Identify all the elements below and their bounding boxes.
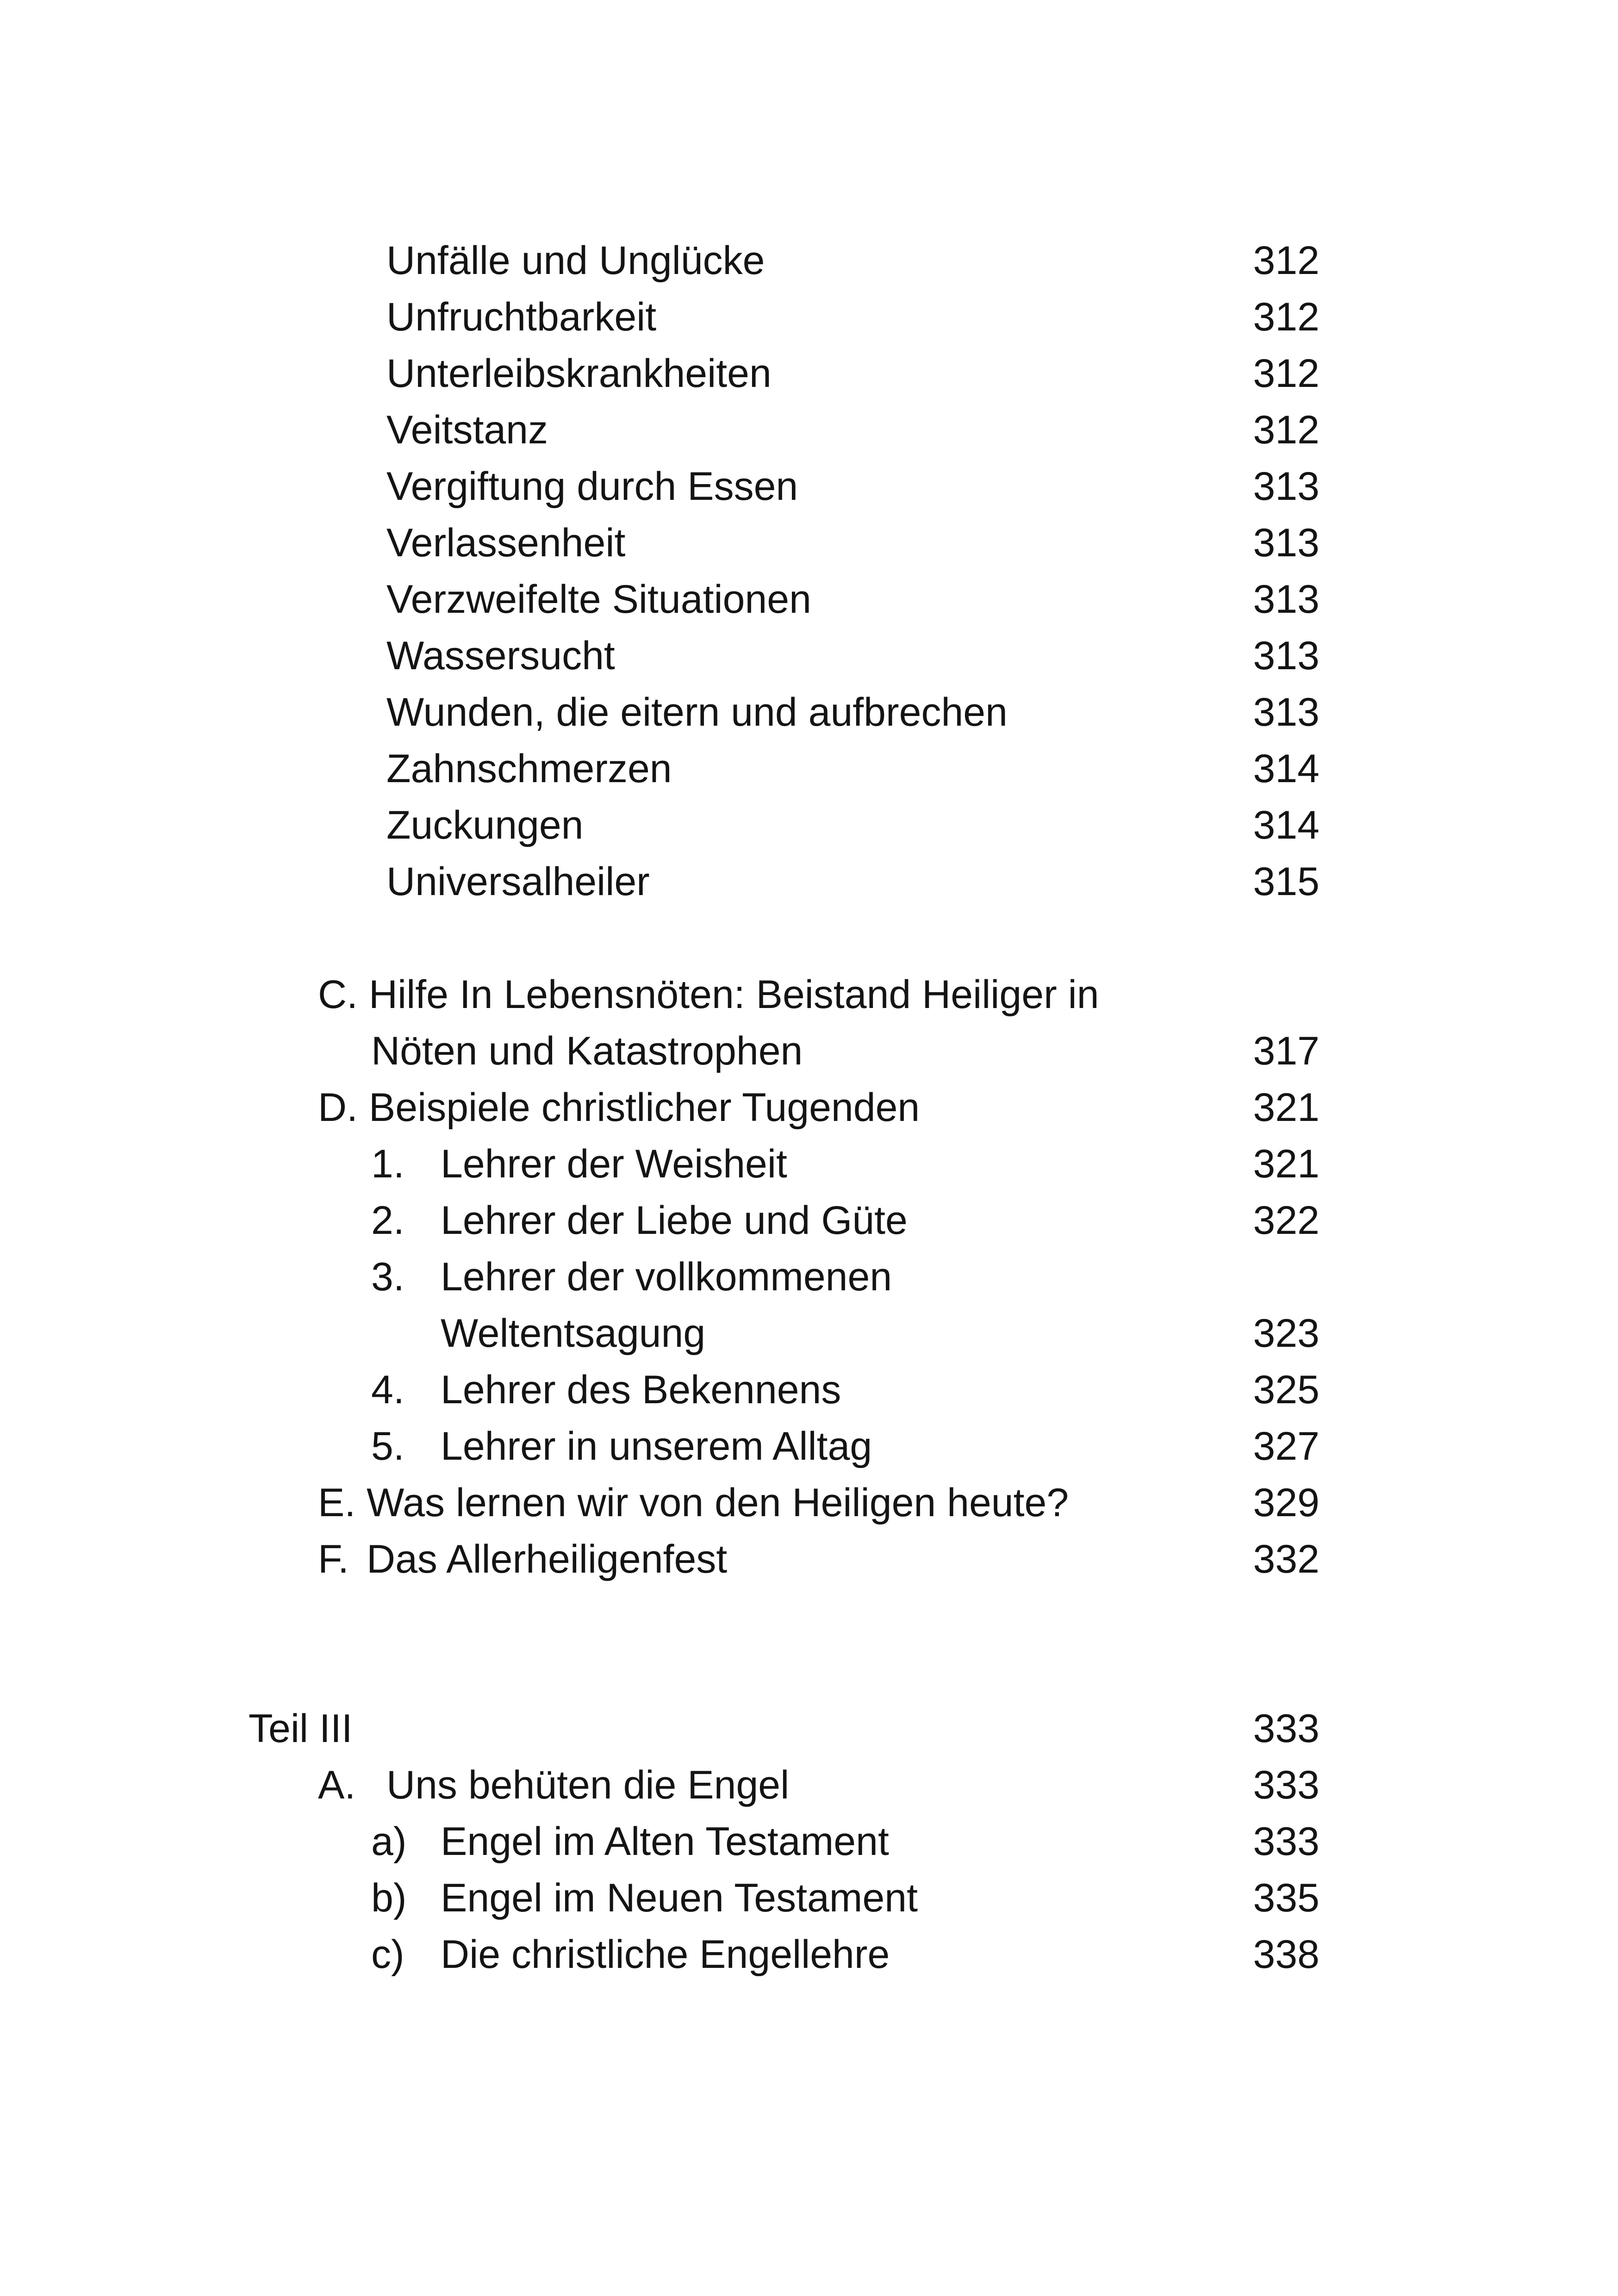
toc-numbered-entry[interactable]: [0, 1249, 1618, 1305]
toc-entry-title: Unterleibskrankheiten: [386, 351, 772, 396]
toc-entry-title-continuation: Weltentsagung: [441, 1311, 706, 1356]
toc-entry[interactable]: [0, 797, 1618, 853]
toc-entry-page: 312: [1253, 295, 1319, 339]
toc-entry-page: 313: [1253, 464, 1319, 509]
toc-entry-page: 333: [1253, 1706, 1319, 1751]
toc-entry-marker: 4.: [371, 1368, 404, 1412]
toc-numbered-entry[interactable]: [0, 1419, 1618, 1474]
toc-entry-title: Unfruchtbarkeit: [386, 295, 657, 339]
toc-section-title: D. Beispiele christlicher Tugenden: [318, 1085, 920, 1130]
toc-entry-page: 315: [1253, 859, 1319, 904]
toc-entry-title: Zuckungen: [386, 803, 584, 847]
toc-entry[interactable]: [0, 289, 1618, 345]
toc-entry[interactable]: [0, 572, 1618, 627]
toc-entry-title: Lehrer der vollkommenen: [441, 1255, 892, 1299]
toc-entry[interactable]: [0, 741, 1618, 796]
toc-entry-title: Lehrer des Bekennens: [441, 1368, 841, 1412]
toc-numbered-entry[interactable]: [0, 1136, 1618, 1192]
toc-entry[interactable]: [0, 459, 1618, 514]
toc-entry[interactable]: [0, 233, 1618, 288]
toc-numbered-entry[interactable]: [0, 1193, 1618, 1248]
toc-entry-title: Wunden, die eitern und aufbrechen: [386, 690, 1008, 734]
toc-entry-page: 313: [1253, 634, 1319, 678]
toc-entry-title: Lehrer der Liebe und Güte: [441, 1198, 908, 1243]
toc-entry-title: Verzweifelte Situationen: [386, 577, 811, 622]
toc-entry-page: 314: [1253, 803, 1319, 847]
toc-entry-page: 327: [1253, 1424, 1319, 1468]
toc-section-a-heading[interactable]: [0, 1757, 1618, 1813]
toc-entry[interactable]: [0, 684, 1618, 740]
toc-section-title: C. Hilfe In Lebensnöten: Beistand Heiliger in: [318, 972, 1099, 1017]
toc-entry-title: Engel im Alten Testament: [441, 1819, 889, 1864]
toc-numbered-entry-continuation[interactable]: [0, 1306, 1618, 1361]
toc-entry-title: Lehrer in unserem Alltag: [441, 1424, 872, 1468]
toc-entry-marker: 3.: [371, 1255, 404, 1299]
toc-entry-marker: F.: [318, 1537, 349, 1581]
toc-entry-marker: c): [371, 1932, 404, 1977]
toc-entry[interactable]: [0, 628, 1618, 684]
toc-section-title: E. Was lernen wir von den Heiligen heute?: [318, 1481, 1069, 1525]
toc-entry[interactable]: [0, 515, 1618, 571]
toc-entry-page: 325: [1253, 1368, 1319, 1412]
toc-entry-title: Wassersucht: [386, 634, 615, 678]
toc-entry-title: Universalheiler: [386, 859, 650, 904]
toc-entry[interactable]: [0, 346, 1618, 401]
toc-entry-page: 314: [1253, 747, 1319, 791]
toc-entry-title: Zahnschmerzen: [386, 747, 672, 791]
toc-part-title: Teil III: [249, 1706, 353, 1751]
toc-entry-page: 333: [1253, 1819, 1319, 1864]
toc-entry-page: 333: [1253, 1763, 1319, 1807]
toc-section-title: Das Allerheiligenfest: [367, 1537, 728, 1581]
toc-entry-marker: 2.: [371, 1198, 404, 1243]
toc-entry-marker: 1.: [371, 1142, 404, 1186]
toc-entry-marker: 5.: [371, 1424, 404, 1468]
toc-entry-title: Verlassenheit: [386, 521, 626, 565]
toc-section-title: Uns behüten die Engel: [386, 1763, 790, 1807]
toc-numbered-entry[interactable]: [0, 1362, 1618, 1418]
toc-sub-entry[interactable]: [0, 1927, 1618, 1982]
toc-section-c-heading[interactable]: [0, 967, 1618, 1022]
toc-entry-page: 313: [1253, 521, 1319, 565]
toc-entry-title: Die christliche Engellehre: [441, 1932, 890, 1977]
toc-entry[interactable]: [0, 402, 1618, 458]
toc-entry-title: Veitstanz: [386, 408, 548, 452]
toc-entry-page: 323: [1253, 1311, 1319, 1356]
toc-section-title-continuation: Nöten und Katastrophen: [371, 1029, 803, 1073]
toc-entry-page: 329: [1253, 1481, 1319, 1525]
toc-entry-title: Engel im Neuen Testament: [441, 1876, 918, 1920]
toc-entry-page: 312: [1253, 351, 1319, 396]
toc-entry-title: Lehrer der Weisheit: [441, 1142, 787, 1186]
toc-entry-page: 312: [1253, 408, 1319, 452]
toc-section-e-heading[interactable]: [0, 1475, 1618, 1531]
toc-entry-title: Unfälle und Unglücke: [386, 238, 765, 283]
toc-entry-page: 321: [1253, 1142, 1319, 1186]
toc-entry-page: 321: [1253, 1085, 1319, 1130]
toc-entry-marker: A.: [318, 1763, 356, 1807]
toc-section-c-continuation[interactable]: [0, 1023, 1618, 1079]
toc-entry-page: 335: [1253, 1876, 1319, 1920]
toc-entry-page: 317: [1253, 1029, 1319, 1073]
toc-entry-title: Vergiftung durch Essen: [386, 464, 798, 509]
toc-sub-entry[interactable]: [0, 1870, 1618, 1926]
toc-entry-marker: a): [371, 1819, 407, 1864]
toc-entry-page: 313: [1253, 690, 1319, 734]
toc-entry-page: 322: [1253, 1198, 1319, 1243]
toc-entry-page: 338: [1253, 1932, 1319, 1977]
toc-entry-page: 312: [1253, 238, 1319, 283]
toc-entry[interactable]: [0, 854, 1618, 909]
toc-sub-entry[interactable]: [0, 1814, 1618, 1869]
toc-section-d-heading[interactable]: [0, 1080, 1618, 1135]
toc-part-heading[interactable]: [0, 1701, 1618, 1756]
toc-section-f-heading[interactable]: [0, 1531, 1618, 1587]
toc-entry-marker: b): [371, 1876, 407, 1920]
toc-entry-page: 313: [1253, 577, 1319, 622]
toc-entry-page: 332: [1253, 1537, 1319, 1581]
